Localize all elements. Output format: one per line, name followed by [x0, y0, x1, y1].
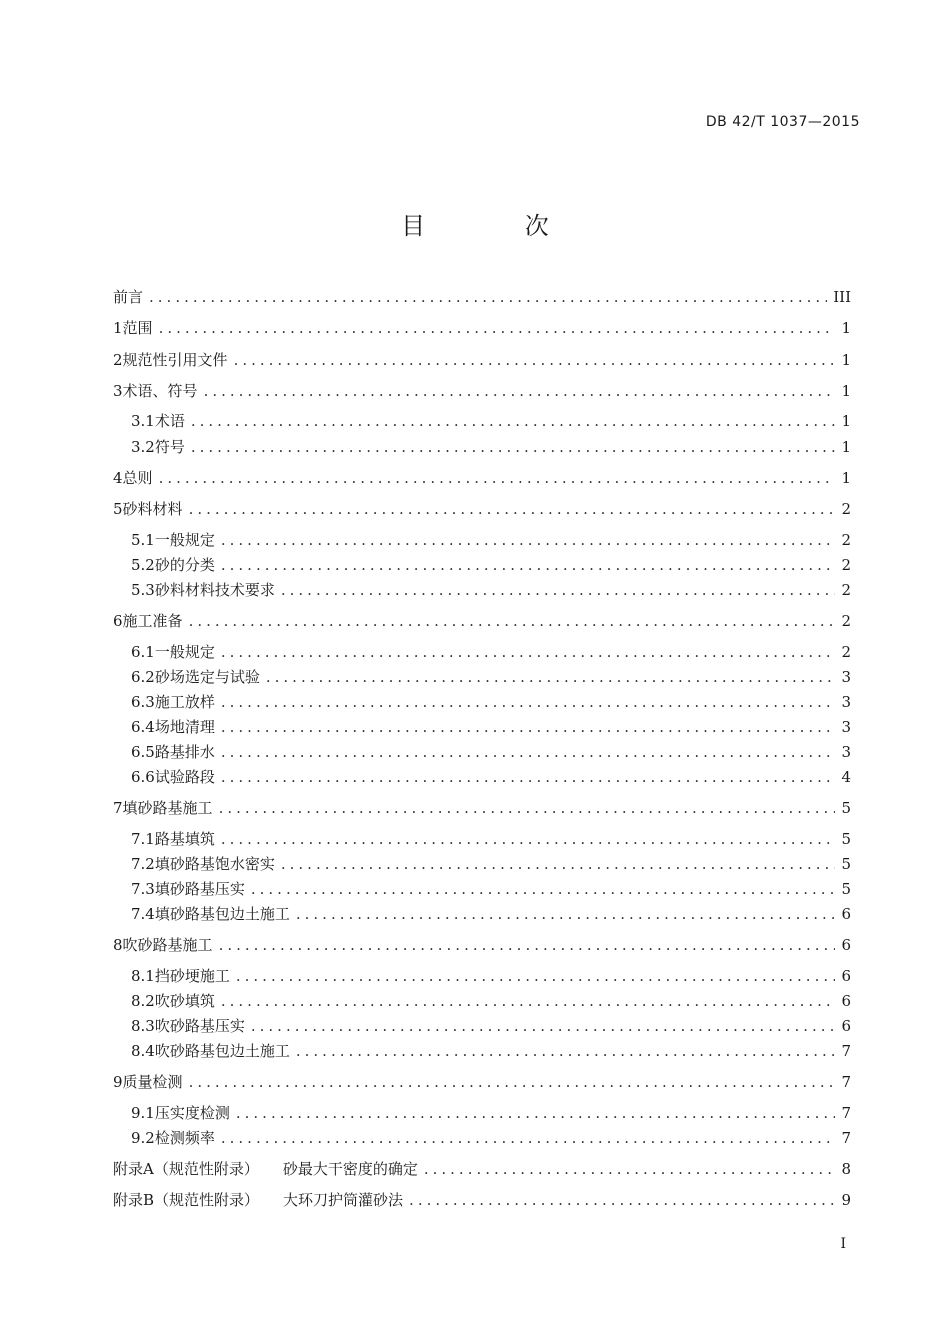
toc-entry[interactable] — [131, 554, 851, 576]
toc-entry-label: 范围 — [122, 319, 153, 337]
toc-entry-page: 3 — [841, 668, 851, 686]
toc-entry[interactable] — [131, 666, 851, 688]
toc-entry-label: 场地清理 — [154, 718, 215, 736]
toc-entry-label: 填砂路基包边土施工 — [154, 905, 290, 923]
toc-entry-page: 7 — [841, 1129, 851, 1147]
toc-entry-number: 8.2 — [131, 992, 155, 1010]
toc-entry-number: 7.1 — [131, 830, 155, 848]
toc-entry-number: 3.1 — [131, 412, 155, 430]
toc-entry-page: 4 — [841, 768, 851, 786]
toc-entry-label: 路基排水 — [154, 743, 215, 761]
toc-entry-number: 6.3 — [131, 693, 155, 711]
toc-leader-dots — [424, 1158, 835, 1180]
toc-entry-page: 5 — [841, 880, 851, 898]
toc-entry[interactable] — [131, 990, 851, 1012]
toc-entry-page: 3 — [841, 693, 851, 711]
toc-entry-page: 3 — [841, 718, 851, 736]
toc-leader-dots — [221, 766, 835, 788]
toc-entry[interactable] — [131, 1015, 851, 1037]
toc-leader-dots — [281, 579, 835, 601]
toc-leader-dots — [189, 1071, 835, 1093]
toc-entry[interactable] — [131, 1040, 851, 1062]
toc-entry-page: 5 — [841, 855, 851, 873]
toc-entry[interactable] — [131, 903, 851, 925]
toc-entry-page: 7 — [841, 1104, 851, 1122]
toc-entry-number: 3.2 — [131, 438, 155, 456]
toc-entry-number: 5.2 — [131, 556, 155, 574]
toc-entry-page: 6 — [841, 992, 851, 1010]
toc-entry-label: 砂场选定与试验 — [154, 668, 260, 686]
toc-leader-dots — [221, 990, 835, 1012]
toc-entry-label: 符号 — [154, 438, 185, 456]
toc-entry-number: 9 — [113, 1073, 123, 1091]
toc-entry-number: 5.3 — [131, 581, 155, 599]
toc-entry-page: 6 — [841, 1017, 851, 1035]
toc-entry-page: 2 — [841, 612, 851, 630]
toc-entry-page: 8 — [841, 1160, 851, 1178]
toc-leader-dots — [236, 1102, 835, 1124]
toc-entry[interactable] — [131, 410, 851, 432]
toc-entry[interactable] — [113, 934, 851, 956]
toc-entry-label: 压实度检测 — [154, 1104, 230, 1122]
toc-leader-dots — [191, 436, 835, 458]
toc-entry-page: 1 — [841, 351, 851, 369]
toc-entry-number: 附录B（规范性附录） — [113, 1191, 260, 1209]
toc-entry-page: 9 — [841, 1191, 851, 1209]
toc-leader-dots — [221, 716, 835, 738]
toc-entry-label: 吹砂路基包边土施工 — [154, 1042, 290, 1060]
toc-leader-dots — [221, 741, 835, 763]
toc-entry-label: 吹砂填筑 — [154, 992, 215, 1010]
toc-entry-page: 7 — [841, 1073, 851, 1091]
toc-leader-dots — [234, 349, 835, 371]
toc-leader-dots — [219, 797, 835, 819]
toc-entry[interactable] — [131, 965, 851, 987]
toc-entry[interactable] — [131, 853, 851, 875]
toc-entry-page: 6 — [841, 936, 851, 954]
toc-entry-number: 6 — [113, 612, 123, 630]
toc-entry-label: 大环刀护筒灌砂法 — [283, 1191, 404, 1209]
toc-entry-number: 2 — [113, 351, 123, 369]
page-title: 目 次 — [401, 212, 595, 240]
toc-entry-label: 施工准备 — [122, 612, 183, 630]
toc-entry-number: 7.4 — [131, 905, 155, 923]
toc-entry[interactable] — [131, 741, 851, 763]
toc-leader-dots — [236, 965, 835, 987]
toc-entry[interactable] — [131, 1127, 851, 1149]
toc-entry[interactable] — [131, 766, 851, 788]
toc-entry[interactable] — [131, 436, 851, 458]
toc-entry[interactable] — [113, 1071, 851, 1093]
toc-entry-label: 砂的分类 — [154, 556, 215, 574]
toc-entry-page: 1 — [841, 438, 851, 456]
toc-leader-dots — [159, 317, 835, 339]
toc-entry[interactable] — [131, 878, 851, 900]
toc-entry-label: 挡砂埂施工 — [154, 967, 230, 985]
toc-entry-page: 3 — [841, 743, 851, 761]
page-number: I — [840, 1236, 846, 1252]
toc-entry-page: 2 — [841, 500, 851, 518]
toc-entry-label: 填砂路基压实 — [154, 880, 245, 898]
toc-entry-page: 5 — [841, 830, 851, 848]
toc-entry[interactable] — [131, 828, 851, 850]
toc-entry-page: 1 — [841, 382, 851, 400]
toc-entry-number: 7.2 — [131, 855, 155, 873]
toc-leader-dots — [266, 666, 835, 688]
toc-entry-label: 填砂路基施工 — [122, 799, 213, 817]
toc-leader-dots — [219, 934, 835, 956]
toc-leader-dots — [189, 610, 835, 632]
toc-entry-number: 1 — [113, 319, 123, 337]
toc-leader-dots — [251, 878, 835, 900]
toc-entry-number: 8.3 — [131, 1017, 155, 1035]
toc-entry-number: 9.1 — [131, 1104, 155, 1122]
toc-entry[interactable] — [131, 1102, 851, 1124]
toc-entry-page: 2 — [841, 643, 851, 661]
toc-entry[interactable] — [113, 797, 851, 819]
toc-leader-dots — [149, 286, 827, 308]
toc-entry-label: 检测频率 — [154, 1129, 215, 1147]
toc-entry-label: 前言 — [113, 288, 144, 306]
toc-entry-number: 9.2 — [131, 1129, 155, 1147]
toc-leader-dots — [221, 1127, 835, 1149]
toc-entry-number: 5 — [113, 500, 123, 518]
toc-leader-dots — [221, 691, 835, 713]
toc-entry-page: 2 — [841, 581, 851, 599]
toc-entry-label: 质量检测 — [122, 1073, 183, 1091]
toc-entry-label: 填砂路基饱水密实 — [154, 855, 275, 873]
toc-entry-label: 吹砂路基压实 — [154, 1017, 245, 1035]
toc-entry[interactable] — [131, 641, 851, 663]
toc-leader-dots — [204, 380, 835, 402]
toc-entry-number: 8 — [113, 936, 123, 954]
toc-entry-page: 1 — [841, 469, 851, 487]
toc-entry-label: 砂料材料 — [122, 500, 183, 518]
toc-entry-label: 吹砂路基施工 — [122, 936, 213, 954]
toc-entry-number: 附录A（规范性附录） — [113, 1160, 259, 1178]
toc-entry-number: 3 — [113, 382, 123, 400]
toc-entry-number: 8.4 — [131, 1042, 155, 1060]
toc-leader-dots — [409, 1189, 835, 1211]
toc-entry-label: 术语 — [154, 412, 185, 430]
toc-entry[interactable] — [131, 716, 851, 738]
toc-entry-page: 6 — [841, 905, 851, 923]
toc-leader-dots — [281, 853, 835, 875]
toc-entry-label: 砂料材料技术要求 — [154, 581, 275, 599]
toc-entry-number: 6.6 — [131, 768, 155, 786]
toc-entry-number: 8.1 — [131, 967, 155, 985]
toc-entry-label: 术语、符号 — [122, 382, 198, 400]
toc-entry[interactable] — [113, 1189, 851, 1211]
toc-entry-label: 总则 — [122, 469, 153, 487]
toc-entry-number: 6.4 — [131, 718, 155, 736]
toc-entry[interactable] — [113, 317, 851, 339]
toc-leader-dots — [189, 498, 835, 520]
toc-leader-dots — [296, 903, 835, 925]
toc-entry[interactable] — [113, 349, 851, 371]
toc-entry-page: 1 — [841, 412, 851, 430]
toc-leader-dots — [191, 410, 835, 432]
toc-leader-dots — [221, 529, 835, 551]
toc-leader-dots — [221, 554, 835, 576]
toc-leader-dots — [221, 828, 835, 850]
toc-entry-label: 砂最大干密度的确定 — [282, 1160, 418, 1178]
toc-entry-page: III — [833, 288, 851, 306]
toc-entry-number: 4 — [113, 469, 123, 487]
toc-entry-number: 5.1 — [131, 531, 155, 549]
toc-entry-page: 2 — [841, 531, 851, 549]
toc-entry-page: 1 — [841, 319, 851, 337]
toc-entry-page: 7 — [841, 1042, 851, 1060]
toc-entry[interactable] — [113, 467, 851, 489]
toc-entry[interactable] — [131, 529, 851, 551]
toc-entry-page: 5 — [841, 799, 851, 817]
toc-entry-label: 施工放样 — [154, 693, 215, 711]
toc-leader-dots — [296, 1040, 835, 1062]
toc-entry[interactable] — [113, 610, 851, 632]
toc-entry-label: 一般规定 — [154, 643, 215, 661]
toc-leader-dots — [221, 641, 835, 663]
toc-entry-page: 6 — [841, 967, 851, 985]
toc-entry[interactable] — [113, 498, 851, 520]
toc-entry[interactable] — [131, 579, 851, 601]
toc-entry[interactable] — [131, 691, 851, 713]
toc-leader-dots — [251, 1015, 835, 1037]
toc-entry-number: 6.2 — [131, 668, 155, 686]
toc-entry-label: 路基填筑 — [154, 830, 215, 848]
toc-entry-number: 7.3 — [131, 880, 155, 898]
toc-entry[interactable] — [113, 380, 851, 402]
toc-entry-number: 6.5 — [131, 743, 155, 761]
toc-entry-label: 规范性引用文件 — [122, 351, 228, 369]
toc-entry-number: 6.1 — [131, 643, 155, 661]
toc-leader-dots — [159, 467, 835, 489]
toc-entry[interactable] — [113, 286, 851, 308]
toc-entry-label: 一般规定 — [154, 531, 215, 549]
toc-entry-label: 试验路段 — [154, 768, 215, 786]
toc-entry-number: 7 — [113, 799, 123, 817]
toc-entry-page: 2 — [841, 556, 851, 574]
toc-entry[interactable] — [113, 1158, 851, 1180]
document-code: DB 42/T 1037—2015 — [705, 114, 860, 130]
